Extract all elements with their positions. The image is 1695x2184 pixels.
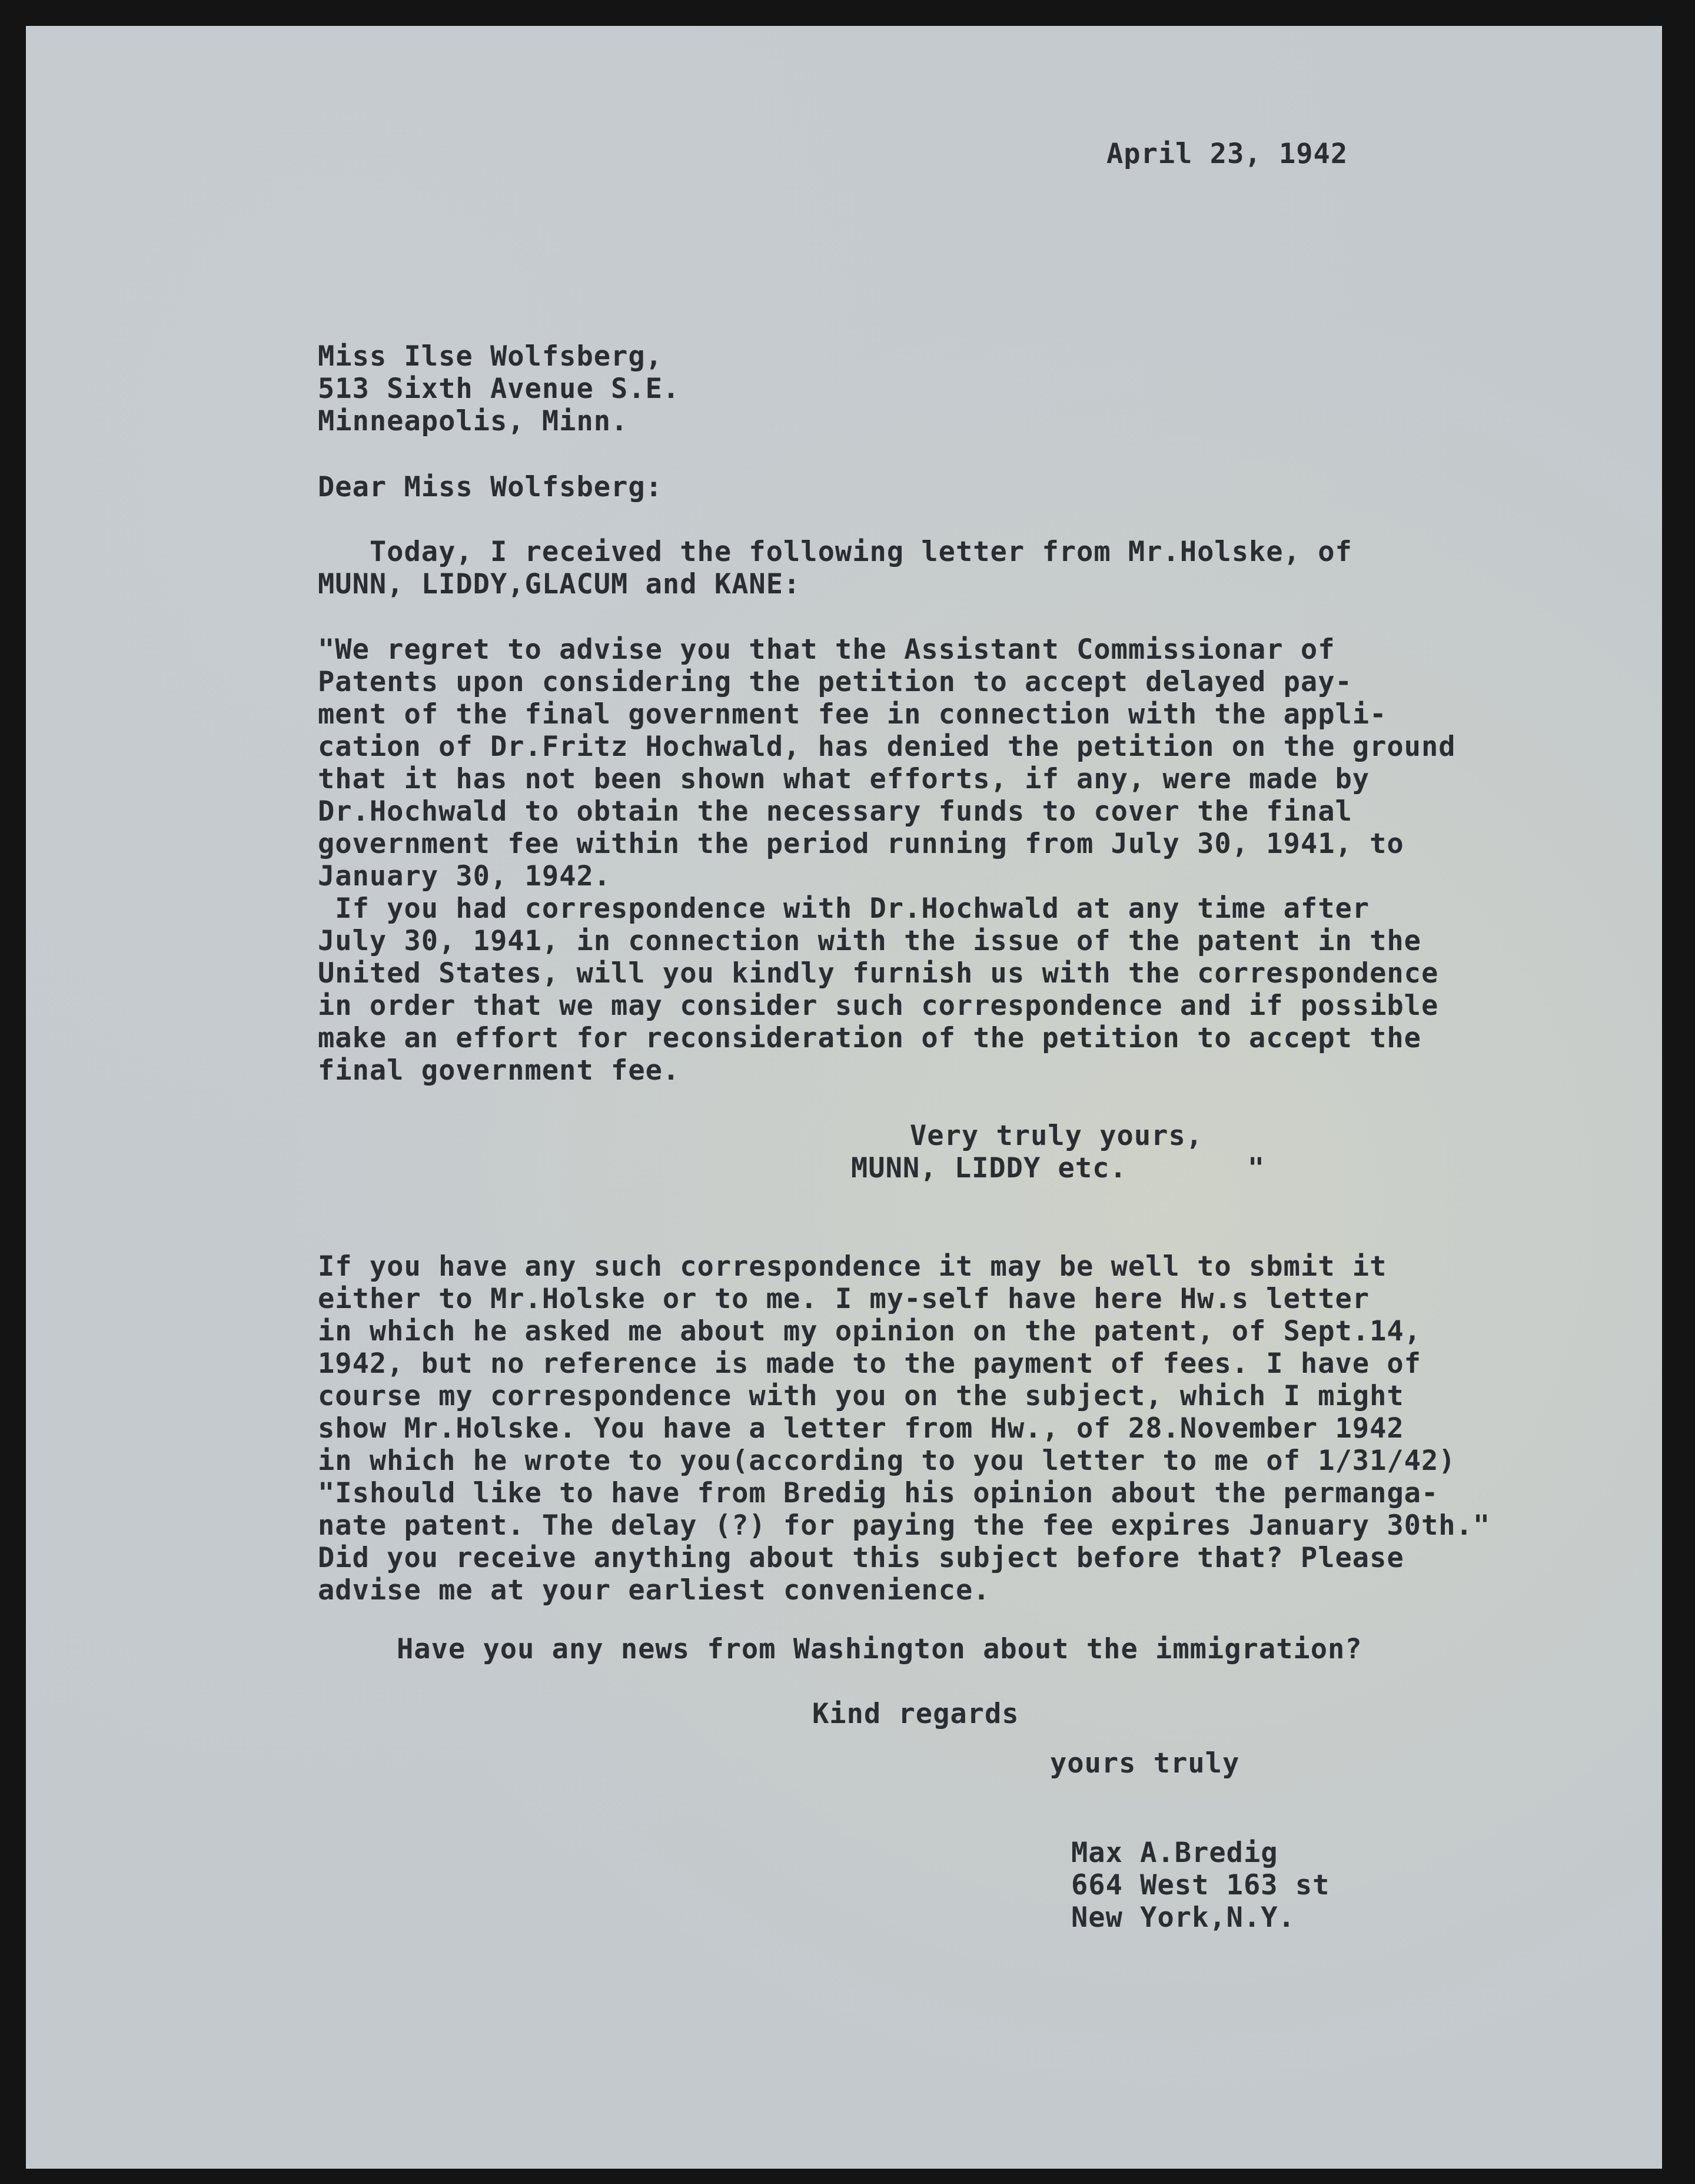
body-line: in which he asked me about my opinion on the patent, of Sept.14, (318, 1315, 1421, 1347)
body-line: either to Mr.Holske or to me. I my-self have here Hw.s letter (318, 1283, 1370, 1315)
quoted-line: "We regret to advise you that the Assistant Commissionar of (318, 633, 1335, 666)
body-line: Did you receive anything about this subject before that? Please (318, 1542, 1404, 1574)
quoted-line: United States, will you kindly furnish us with the correspondence (318, 957, 1439, 990)
quoted-line: in order that we may consider such correspondence and if possible (318, 990, 1439, 1022)
quoted-closing-line: Very truly yours, (910, 1120, 1204, 1152)
quoted-line: that it has not been shown what efforts, if any, were made by (318, 763, 1370, 795)
letter-date: April 23, 1942 (1106, 138, 1348, 170)
recipient-line: Miss Ilse Wolfsberg, (318, 340, 663, 373)
intro-line: MUNN, LIDDY,GLACUM and KANE: (318, 568, 801, 600)
letter-page (26, 26, 1662, 2169)
body-line: 1942, but no reference is made to the payment of fees. I have of (318, 1347, 1421, 1380)
recipient-line: Minneapolis, Minn. (318, 405, 629, 437)
quoted-line: make an effort for reconsideration of the petition to accept the (318, 1022, 1421, 1054)
body-line: advise me at your earliest convenience. (318, 1574, 991, 1607)
recipient-line: 513 Sixth Avenue S.E. (318, 373, 680, 405)
closing-kind-regards: Kind regards (812, 1698, 1019, 1730)
body-line: in which he wrote to you(according to you letter to me of 1/31/42) (318, 1445, 1456, 1477)
signature-line: New York,N.Y. (1071, 1901, 1295, 1934)
quoted-line: January 30, 1942. (318, 860, 611, 892)
quoted-line: final government fee. (318, 1054, 680, 1087)
quoted-line: government fee within the period running from July 30, 1941, to (318, 828, 1404, 860)
quoted-line: ment of the final government fee in connection with the appli- (318, 698, 1387, 731)
quoted-line: July 30, 1941, in connection with the issue of the patent in the (318, 925, 1421, 957)
intro-line: Today, I received the following letter from Mr.Holske, of (318, 536, 1352, 568)
immigration-question: Have you any news from Washington about the immigration? (397, 1633, 1362, 1665)
body-line: show Mr.Holske. You have a letter from Hw., of 28.November 1942 (318, 1412, 1404, 1445)
quoted-line: Dr.Hochwald to obtain the necessary funds to cover the final (318, 795, 1352, 828)
closing-yours-truly: yours truly (1050, 1747, 1240, 1780)
quoted-line: If you had correspondence with Dr.Hochwald at any time after (318, 892, 1370, 925)
quoted-line: Patents upon considering the petition to accept delayed pay- (318, 666, 1352, 698)
body-line: course my correspondence with you on the subject, which I might (318, 1380, 1404, 1412)
quoted-closing-line: MUNN, LIDDY etc. " (851, 1152, 1265, 1184)
body-line: "Ishould like to have from Bredig his opinion about the permanga- (318, 1477, 1439, 1509)
body-line: nate patent. The delay (?) for paying the fee expires January 30th." (318, 1509, 1491, 1542)
signature-line: 664 West 163 st (1071, 1869, 1330, 1901)
signature-line: Max A.Bredig (1071, 1837, 1278, 1869)
salutation: Dear Miss Wolfsberg: (318, 471, 663, 503)
quoted-line: cation of Dr.Fritz Hochwald, has denied the petition on the ground (318, 731, 1456, 763)
body-line: If you have any such correspondence it may be well to sbmit it (318, 1250, 1387, 1283)
